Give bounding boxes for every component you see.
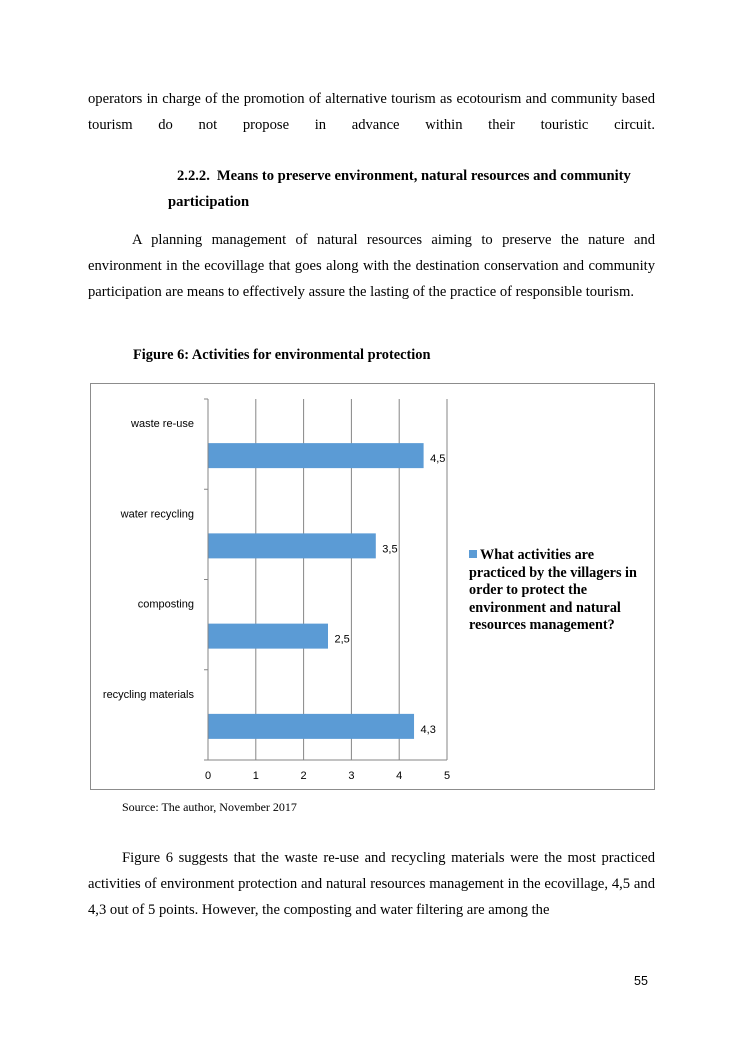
legend-swatch — [469, 550, 477, 558]
x-tick-label: 4 — [396, 770, 403, 782]
legend-label: What activities are practiced by the villagers in order to protect the environment and natural resources management? — [469, 547, 637, 633]
bar — [209, 714, 415, 739]
x-tick-label: 0 — [204, 770, 212, 782]
bar — [209, 443, 424, 468]
bar — [209, 624, 329, 649]
source-note: Source: The author, November 2017 — [122, 800, 297, 814]
category-label: water recycling — [120, 508, 194, 521]
x-tick-label: 5 — [443, 770, 451, 782]
section-number: 2.2.2. — [177, 168, 210, 184]
data-label: 2,5 — [334, 633, 350, 646]
chart-legend — [469, 547, 649, 635]
data-label: 4,5 — [430, 453, 446, 466]
data-label: 3,5 — [382, 543, 398, 556]
conclusion-paragraph: Figure 6 suggests that the waste re-use and recycling materials were the most practiced activities of environment protection and natural resources management in the ecovillage, 4,5 and 4,3 out of 5 points. However, the composting and water filtering are among the — [88, 850, 655, 918]
x-tick-label: 1 — [252, 770, 259, 782]
page-number: 55 — [634, 974, 648, 988]
category-label: waste re-use — [131, 418, 194, 431]
category-label: composting — [137, 598, 194, 611]
section-heading — [168, 163, 655, 215]
x-tick-label: 3 — [348, 770, 355, 782]
figure-caption: Figure 6: Activities for environmental protection — [133, 347, 431, 363]
section-title: Means to preserve environment, natural resources and community participation — [168, 168, 631, 210]
bar — [209, 533, 376, 558]
x-tick-label: 2 — [300, 770, 307, 782]
data-label: 4,3 — [420, 723, 436, 736]
chart-frame — [90, 383, 655, 790]
category-label: recycling materials — [102, 688, 194, 701]
body-paragraph: A planning management of natural resources aiming to preserve the nature and environment in the ecovillage that goes along with the destination conservation and community participation are means to effectively assure the lasting of the practice of responsible tourism. — [88, 232, 655, 300]
intro-paragraph: operators in charge of the promotion of alternative tourism as ecotourism and community based tourism do not propose in advance within their touristic circuit. — [88, 91, 655, 133]
